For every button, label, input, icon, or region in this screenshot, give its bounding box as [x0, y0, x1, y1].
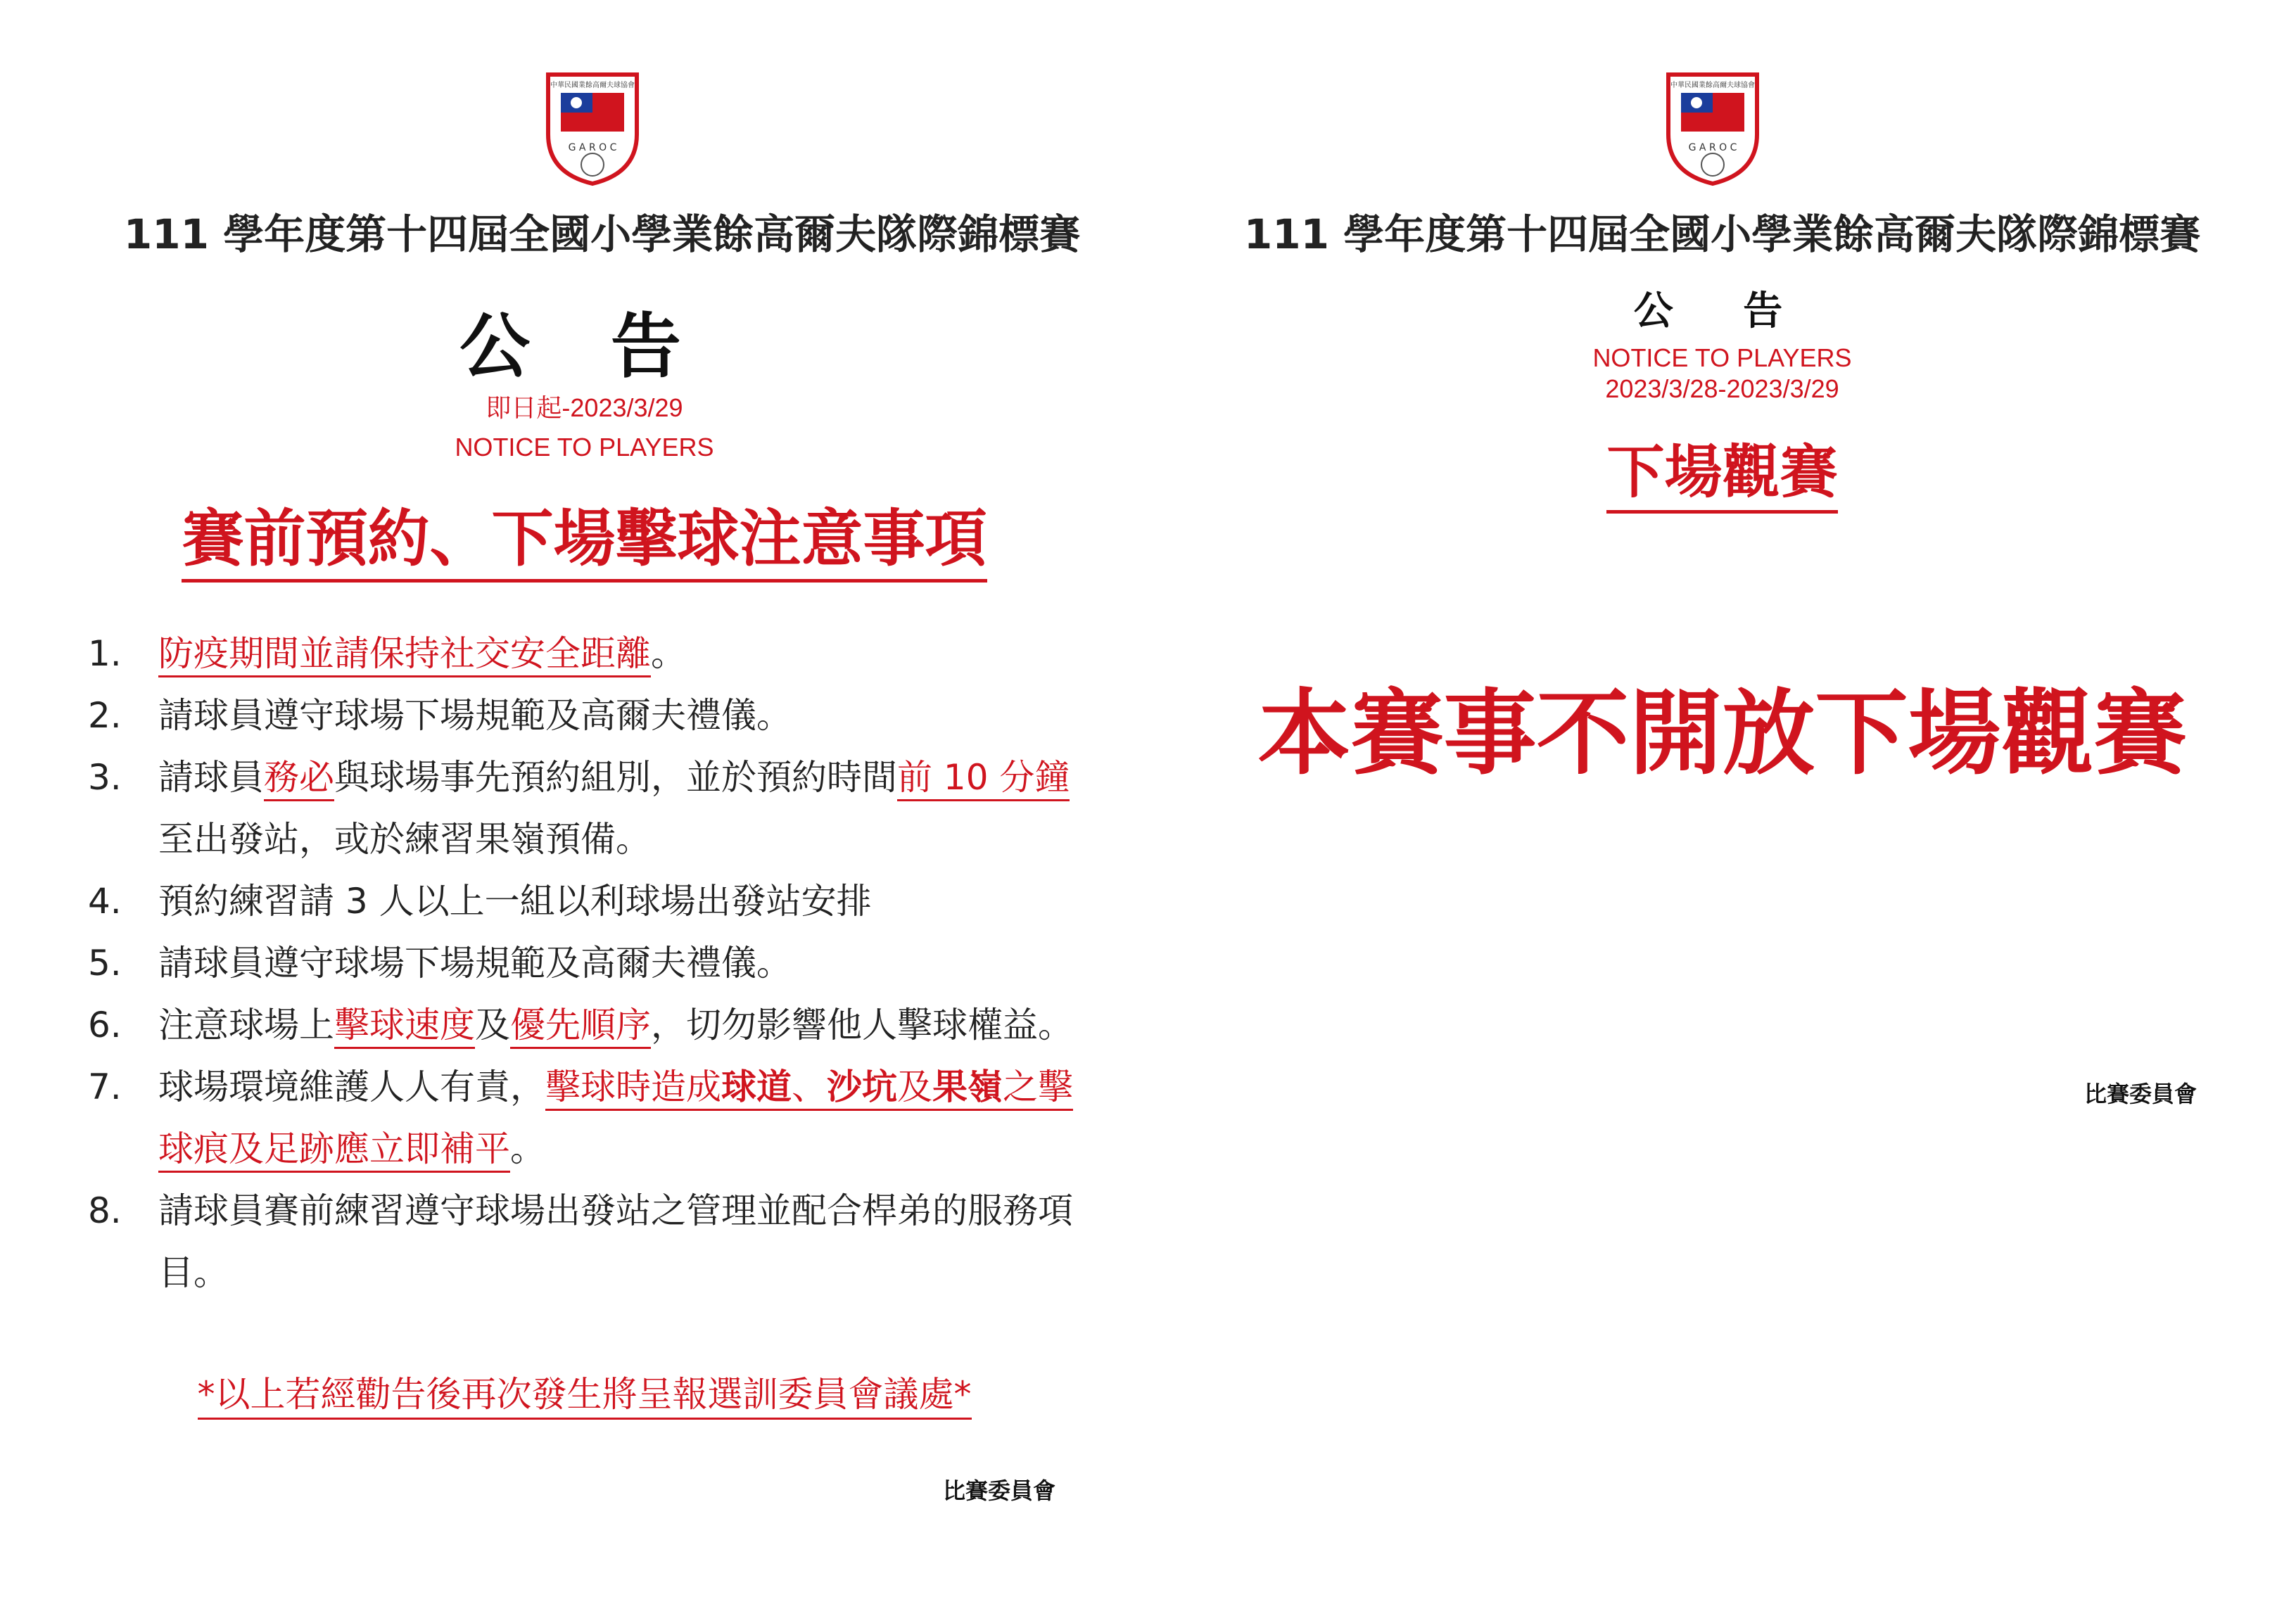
- rule-item-1: 1. 防疫期間並請保持社交安全距離。: [88, 623, 1073, 685]
- rule-item-2: 2. 請球員遵守球場下場規範及高爾夫禮儀。: [88, 695, 792, 736]
- committee-signature: 比賽委員會: [943, 1477, 1056, 1504]
- no-spectators-statement: 本賽事不開放下場觀賽: [1257, 680, 2187, 788]
- rules-heading: 賽前預約、下場擊球注意事項: [0, 490, 1148, 578]
- announcement-heading: 公 告: [459, 305, 709, 388]
- committee-signature: 比賽委員會: [2084, 1081, 2197, 1107]
- right-notice-panel: [1148, 0, 2296, 1623]
- svg-text:中華民國業餘高爾夫球協會: 中華民國業餘高爾夫球協會: [1670, 82, 1755, 89]
- tournament-title: 111 學年度第十四屆全國小學業餘高爾夫隊際錦標賽: [123, 210, 1081, 258]
- svg-text:中華民國業餘高爾夫球協會: 中華民國業餘高爾夫球協會: [550, 82, 635, 89]
- rule-item-5: 5. 請球員遵守球場下場規範及高爾夫禮儀。: [88, 943, 792, 984]
- notice-to-players-label: NOTICE TO PLAYERS: [455, 433, 714, 462]
- announcement-heading: 公 告: [1633, 288, 1811, 334]
- effective-date: 即日起-2023/3/29: [486, 393, 683, 422]
- rules-list: [88, 623, 1073, 1304]
- notice-to-players-label: NOTICE TO PLAYERS: [1592, 343, 1852, 372]
- tournament-title: 111 學年度第十四屆全國小學業餘高爾夫隊際錦標賽: [1243, 210, 2201, 258]
- rule-item-4: 4. 預約練習請 3 人以上一組以利球場出發站安排: [88, 881, 872, 922]
- rule-item-6: 6. 注意球場上擊球速度及優先順序，切勿影響他人擊球權益。: [88, 994, 1073, 1056]
- warning-note: *以上若經勸告後再次發生將呈報選訓委員會議處*: [0, 1366, 1148, 1417]
- spectating-heading: 下場觀賽: [1148, 426, 2296, 509]
- garoc-logo: [540, 68, 645, 187]
- rule-item-3: 3. 請球員務必與球場事先預約組別，並於預約時間前 10 分鐘至出發站，或於練習果嶺預備。: [88, 757, 1070, 860]
- svg-text:G A R O C: G A R O C: [568, 142, 617, 153]
- rule-item-8: 8. 請球員賽前練習遵守球場出發站之管理並配合桿弟的服務項目。: [88, 1190, 1073, 1293]
- rule-item-7: 7. 球場環境維護人人有責，擊球時造成球道、沙坑及果嶺之擊球痕及足跡應立即補平。: [88, 1056, 1073, 1180]
- svg-text:G A R O C: G A R O C: [1688, 142, 1737, 153]
- garoc-logo: [1660, 68, 1765, 187]
- event-date-range: 2023/3/28-2023/3/29: [1605, 374, 1839, 403]
